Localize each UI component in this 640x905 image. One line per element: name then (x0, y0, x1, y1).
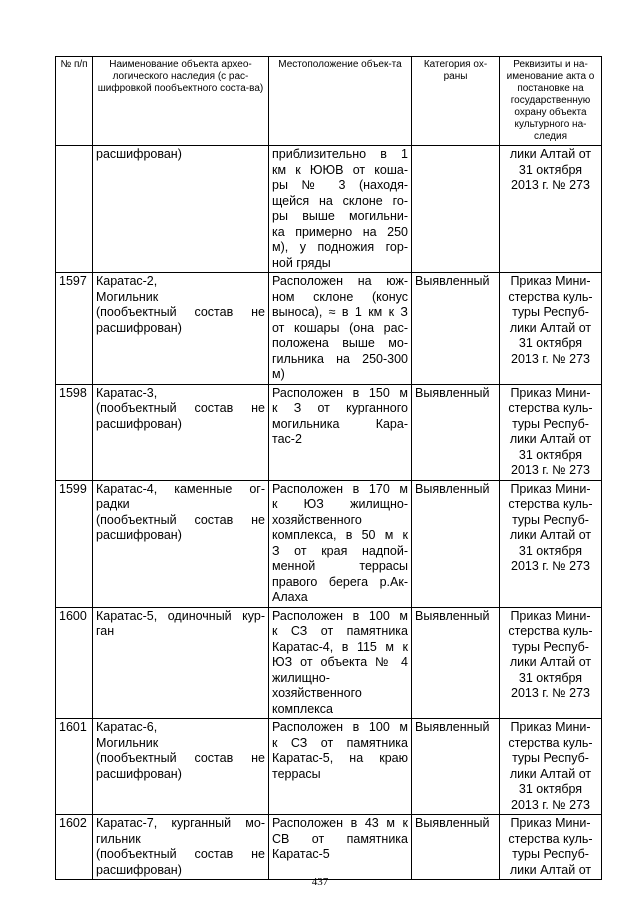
location-line: ка примерно на 250 (272, 224, 408, 239)
act-line: стерства куль- (508, 497, 593, 511)
location-line: к СЗ от памятника (272, 735, 408, 750)
cell-num: 1598 (56, 384, 93, 480)
cell-location (269, 815, 412, 880)
act-line: 2013 г. № 273 (511, 797, 590, 812)
page-number: 437 (311, 876, 329, 888)
location-line: от кошары (она рас- (272, 320, 408, 335)
cell-category (412, 146, 500, 273)
name-line: Могильник (96, 735, 159, 750)
location-line: Расположен в 150 м (272, 385, 408, 400)
act-line: туры Респуб- (512, 847, 589, 861)
act-line: туры Респуб- (512, 416, 589, 431)
act-line: Приказ Мини- (510, 481, 591, 496)
act-line: 31 октября (518, 543, 583, 558)
act-line: 2013 г. № 273 (511, 559, 590, 573)
act-line: 31 октября (518, 447, 583, 462)
name-line: (пообъектный состав не (96, 751, 265, 765)
location-line: Расположен в 43 м к (272, 816, 408, 830)
act-line: туры Респуб- (512, 751, 589, 765)
act-line: лики Алтай от (509, 432, 592, 446)
header-name: Наименование объекта архео-логического наследия (с рас-шифровкой пообъектного соста-ва) (93, 57, 269, 146)
table-row (56, 146, 602, 273)
location-line: к СЗ от памятника (272, 624, 408, 638)
name-line: расшифрован) (96, 416, 182, 431)
cell-num: 1600 (56, 607, 93, 719)
act-line: лики Алтай от (509, 766, 592, 781)
act-line: стерства куль- (508, 289, 593, 304)
cell-act (500, 384, 602, 480)
act-line: 2013 г. № 273 (511, 178, 590, 192)
location-line: ной гряды (272, 255, 331, 270)
table-body (56, 146, 602, 880)
cell-name (93, 384, 269, 480)
location-line: выноса), ≈ в 1 км к З (272, 305, 408, 319)
cell-location (269, 146, 412, 273)
act-line: стерства куль- (508, 735, 593, 750)
act-line: 2013 г. № 273 (511, 351, 590, 366)
location-line: тас-2 (272, 432, 302, 446)
name-line: Каратас-3, (96, 385, 158, 400)
table-row (56, 719, 602, 815)
location-line: щейся на склоне го- (272, 193, 408, 208)
location-line: км к ЮЮВ от коша- (272, 162, 408, 177)
name-line: расшифрован) (96, 528, 182, 542)
location-line: к ЮЗ жилищно- (272, 497, 408, 511)
name-line: Каратас-4, каменные ог- (96, 481, 265, 496)
location-line: Расположен в 170 м (272, 481, 408, 496)
act-line: лики Алтай от (509, 147, 592, 161)
table-row (56, 480, 602, 607)
name-line: (пообъектный состав не (96, 512, 265, 527)
location-line: жилищно- (272, 670, 330, 685)
table-header-row (56, 57, 602, 146)
name-line: (пообъектный состав не (96, 401, 265, 415)
name-line: (пообъектный состав не (96, 847, 265, 861)
name-line: расшифрован) (96, 766, 182, 781)
act-line: лики Алтай от (509, 320, 592, 335)
act-line: стерства куль- (508, 624, 593, 638)
act-line: лики Алтай от (509, 862, 592, 877)
location-line: менной террасы (272, 559, 408, 573)
table-row (56, 384, 602, 480)
location-line: к З от курганного (272, 401, 408, 415)
cell-act (500, 815, 602, 880)
act-line: 31 октября (518, 162, 583, 177)
cell-num: 1601 (56, 719, 93, 815)
act-line: 31 октября (518, 336, 583, 350)
cell-num: 1602 (56, 815, 93, 880)
cell-act (500, 607, 602, 719)
location-line: приблизительно в 1 (272, 147, 408, 161)
cell-name (93, 273, 269, 385)
location-line: комплекса (272, 701, 333, 716)
act-line: 2013 г. № 273 (511, 686, 590, 700)
cell-category: Выявленный (412, 815, 500, 880)
location-line: ры выше могильни- (272, 209, 408, 223)
name-line: расшифрован) (96, 862, 182, 877)
table-row (56, 273, 602, 385)
location-line: Каратас-5 (272, 847, 330, 861)
cell-name (93, 815, 269, 880)
cell-category: Выявленный (412, 480, 500, 607)
name-line: ган (96, 624, 115, 638)
name-line: гильник (96, 831, 141, 846)
header-category: Категория ох-раны (412, 57, 500, 146)
cell-name (93, 146, 269, 273)
location-line: м) (272, 367, 285, 381)
location-line: З от края надпой- (272, 543, 408, 558)
location-line: Расположен в 100 м (272, 720, 408, 734)
act-line: 2013 г. № 273 (511, 463, 590, 477)
act-line: стерства куль- (508, 401, 593, 415)
act-line: туры Респуб- (512, 639, 589, 654)
act-line: туры Респуб- (512, 512, 589, 527)
location-line: террасы (272, 766, 321, 781)
location-line: СВ от памятника (272, 831, 408, 846)
location-line: Расположен на юж- (272, 274, 408, 288)
name-line: Каратас-2, (96, 274, 158, 288)
act-line: 31 октября (518, 782, 583, 796)
table-row (56, 607, 602, 719)
name-line: расшифрован) (96, 147, 182, 161)
cell-category: Выявленный (412, 607, 500, 719)
location-line: хозяйственного (272, 512, 362, 527)
location-line: ном склоне (конус (272, 289, 408, 304)
cell-category: Выявленный (412, 384, 500, 480)
location-line: м), у подножия гор- (272, 240, 408, 254)
location-line: Расположен в 100 м (272, 608, 408, 623)
cell-num (56, 146, 93, 273)
location-line: правого берега р.Ак- (272, 574, 408, 589)
cell-name (93, 607, 269, 719)
act-line: стерства куль- (508, 831, 593, 846)
location-line: ры № 3 (находя- (272, 178, 408, 192)
name-line: расшифрован) (96, 320, 182, 335)
act-line: лики Алтай от (509, 528, 592, 542)
cell-act (500, 719, 602, 815)
location-line: могильника Кара- (272, 416, 408, 431)
location-line: ЮЗ от объекта № 4 (272, 655, 408, 669)
name-line: Каратас-6, (96, 720, 158, 734)
cell-name (93, 719, 269, 815)
cell-location (269, 273, 412, 385)
location-line: хозяйственного (272, 686, 362, 700)
cell-act (500, 146, 602, 273)
name-line: Каратас-5, одиночный кур- (96, 608, 265, 623)
name-line: радки (96, 497, 130, 511)
act-line: 31 октября (518, 670, 583, 685)
cell-location (269, 719, 412, 815)
cell-location (269, 607, 412, 719)
act-line: Приказ Мини- (510, 816, 591, 830)
location-line: Каратас-5, на краю (272, 751, 408, 765)
cell-location (269, 480, 412, 607)
name-line: Каратас-7, курганный мо- (96, 816, 265, 830)
header-num: № п/п (56, 57, 93, 146)
location-line: положена выше мо- (272, 336, 408, 350)
name-line: Могильник (96, 289, 159, 304)
cell-act (500, 480, 602, 607)
heritage-registry-table (55, 56, 602, 880)
act-line: Приказ Мини- (510, 608, 591, 623)
act-line: Приказ Мини- (510, 720, 591, 734)
act-line: туры Респуб- (512, 305, 589, 319)
act-line: Приказ Мини- (510, 274, 591, 288)
location-line: гильника на 250-300 (272, 351, 408, 366)
cell-name (93, 480, 269, 607)
cell-act (500, 273, 602, 385)
location-line: комплекса, в 50 м к (272, 528, 408, 542)
header-location: Местоположение объек-та (269, 57, 412, 146)
cell-num: 1599 (56, 480, 93, 607)
location-line: Алаха (272, 590, 308, 604)
act-line: лики Алтай от (509, 655, 592, 669)
act-line: Приказ Мини- (510, 385, 591, 400)
table-row (56, 815, 602, 880)
name-line: (пообъектный состав не (96, 305, 265, 319)
cell-num: 1597 (56, 273, 93, 385)
location-line: Каратас-4, в 115 м к (272, 639, 408, 654)
header-act: Реквизиты и на-именование акта о постановке на государственную охрану объекта культурного на-следия (500, 57, 602, 146)
cell-category: Выявленный (412, 273, 500, 385)
cell-location (269, 384, 412, 480)
cell-category: Выявленный (412, 719, 500, 815)
